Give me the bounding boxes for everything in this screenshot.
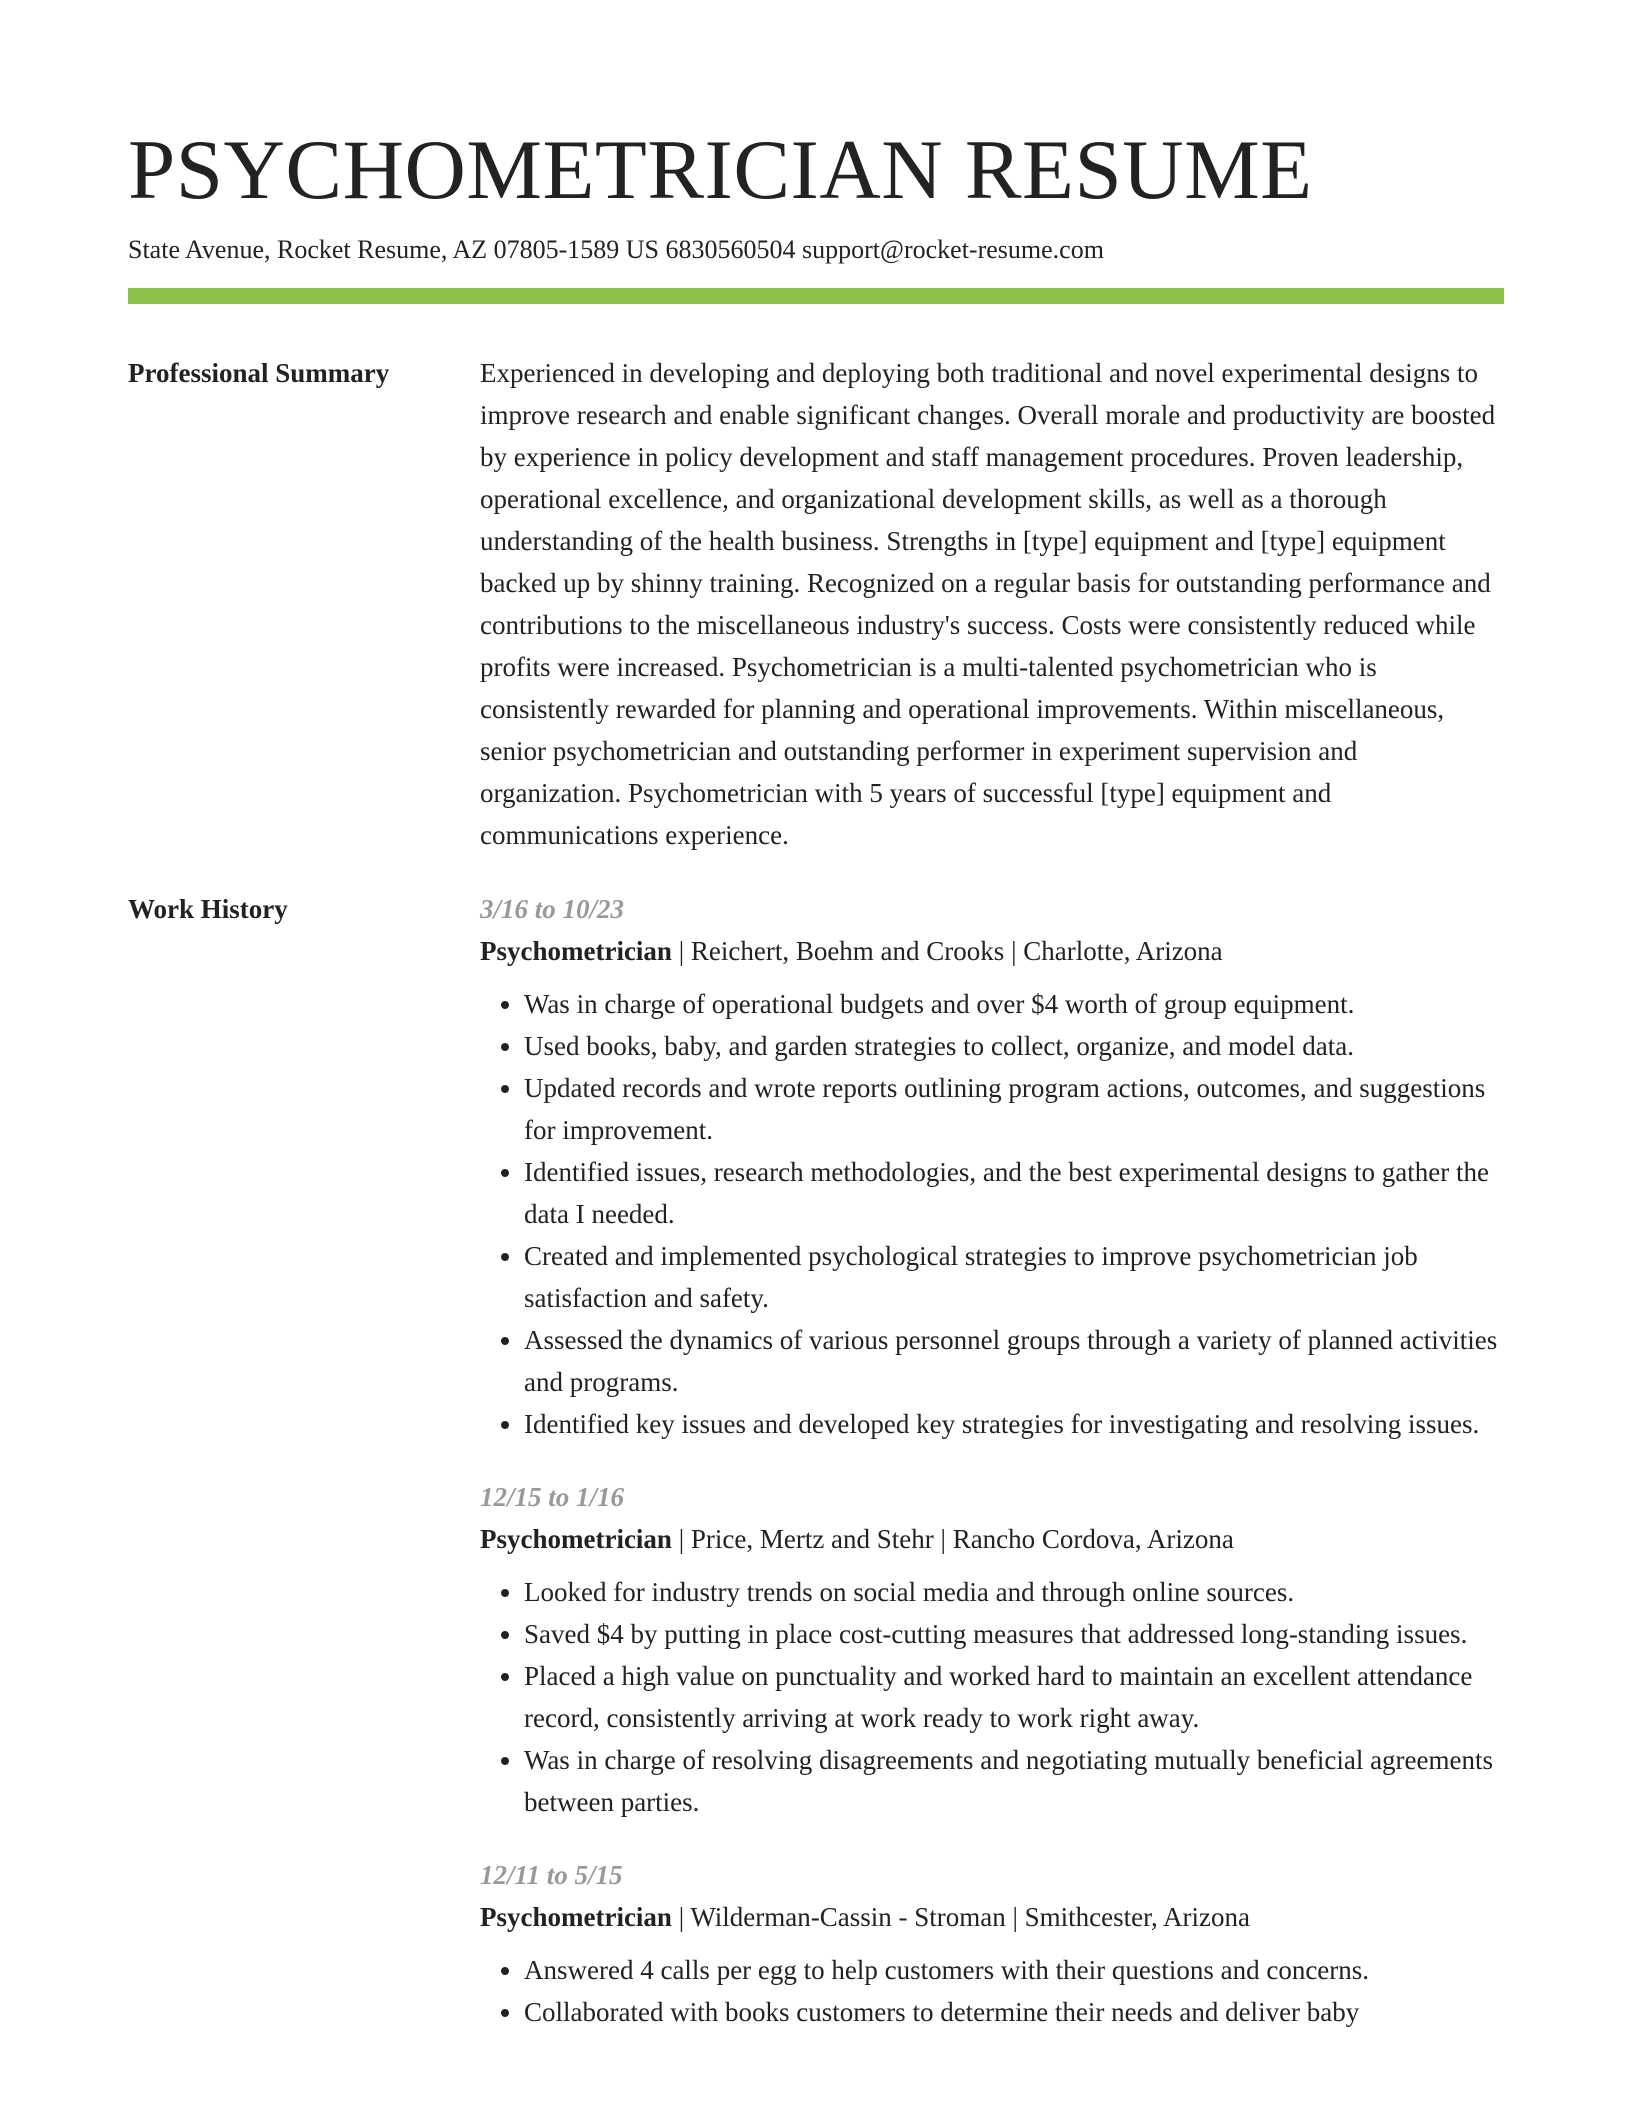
accent-divider xyxy=(128,288,1504,304)
job-company: Price, Mertz and Stehr xyxy=(690,1524,934,1554)
job-bullets xyxy=(480,1571,1504,1823)
bullet-item: • Answered 4 calls per egg to help customers with their questions and concerns. xyxy=(524,1949,1504,1991)
summary-text: Experienced in developing and deploying both traditional and novel experimental designs to improve research and enable significant changes. Overall morale and productivity are boosted by experience in policy development and staff management procedures. Proven leadership, operational excellence, and organizational development skills, as well as a thorough understanding of the health business. Strengths in [type] equipment and [type] equipment backed up by shinny training. Recognized on a regular basis for outstanding performance and contributions to the miscellaneous industry's success. Costs were consistently reduced while profits were increased. Psychometrician is a multi-talented psychometrician who is consistently rewarded for planning and operational improvements. Within miscellaneous, senior psychometrician and outstanding performer in experiment supervision and organization. Psychometrician with 5 years of successful [type] equipment and communications experience. xyxy=(480,358,1496,850)
job-header xyxy=(480,1896,1504,1938)
job-entry xyxy=(480,888,1504,1445)
contact-line: State Avenue, Rocket Resume, AZ 07805-1589 US 6830560504 support@rocket-resume.com xyxy=(128,235,1104,264)
bullet-item: • Saved $4 by putting in place cost-cutting measures that addressed long-standing issues. xyxy=(524,1613,1504,1655)
separator: | xyxy=(671,936,691,966)
job-header xyxy=(480,1518,1504,1560)
job-entry xyxy=(480,1476,1504,1823)
job-dates: 12/11 to 5/15 xyxy=(480,1860,623,1890)
separator: | xyxy=(671,1524,691,1554)
section-heading: Work History xyxy=(128,894,288,924)
job-bullets xyxy=(480,1949,1504,2033)
bullet-item: • Identified issues, research methodologies, and the best experimental designs to gather the data I needed. xyxy=(524,1151,1504,1235)
resume-page xyxy=(128,0,1504,2064)
bullet-item: • Collaborated with books customers to determine their needs and deliver baby xyxy=(524,1991,1504,2033)
job-title: Psychometrician xyxy=(480,936,672,966)
work-history-section xyxy=(128,888,1504,2064)
bullet-item: • Created and implemented psychological strategies to improve psychometrician job satisfaction and safety. xyxy=(524,1235,1504,1319)
job-location: Smithcester, Arizona xyxy=(1024,1902,1251,1932)
job-location: Rancho Cordova, Arizona xyxy=(952,1524,1234,1554)
bullet-item: • Was in charge of operational budgets and over $4 worth of group equipment. xyxy=(524,983,1504,1025)
job-title: Psychometrician xyxy=(480,1524,672,1554)
separator: | xyxy=(933,1524,953,1554)
bullet-item: • Was in charge of resolving disagreements and negotiating mutually beneficial agreements between parties. xyxy=(524,1739,1504,1823)
job-dates: 3/16 to 10/23 xyxy=(480,894,625,924)
bullet-item: • Used books, baby, and garden strategies to collect, organize, and model data. xyxy=(524,1025,1504,1067)
bullet-item: • Placed a high value on punctuality and worked hard to maintain an excellent attendance record, consistently arriving at work ready to work right away. xyxy=(524,1655,1504,1739)
separator: | xyxy=(1004,936,1024,966)
job-company: Reichert, Boehm and Crooks xyxy=(690,936,1005,966)
bullet-item: • Identified key issues and developed key strategies for investigating and resolving issues. xyxy=(524,1403,1504,1445)
work-history-list xyxy=(480,888,1504,2064)
resume-title: PSYCHOMETRICIAN RESUME xyxy=(128,123,1313,217)
bullet-item: • Assessed the dynamics of various personnel groups through a variety of planned activities and programs. xyxy=(524,1319,1504,1403)
section-heading: Professional Summary xyxy=(128,358,390,388)
job-header xyxy=(480,930,1504,972)
job-bullets xyxy=(480,983,1504,1445)
bullet-item: • Looked for industry trends on social media and through online sources. xyxy=(524,1571,1504,1613)
job-entry xyxy=(480,1854,1504,2033)
job-company: Wilderman-Cassin - Stroman xyxy=(690,1902,1006,1932)
professional-summary-section xyxy=(128,352,1504,856)
job-dates: 12/15 to 1/16 xyxy=(480,1482,625,1512)
job-location: Charlotte, Arizona xyxy=(1023,936,1223,966)
bullet-item: • Updated records and wrote reports outlining program actions, outcomes, and suggestions for improvement. xyxy=(524,1067,1504,1151)
separator: | xyxy=(671,1902,691,1932)
job-title: Psychometrician xyxy=(480,1902,672,1932)
separator: | xyxy=(1005,1902,1025,1932)
